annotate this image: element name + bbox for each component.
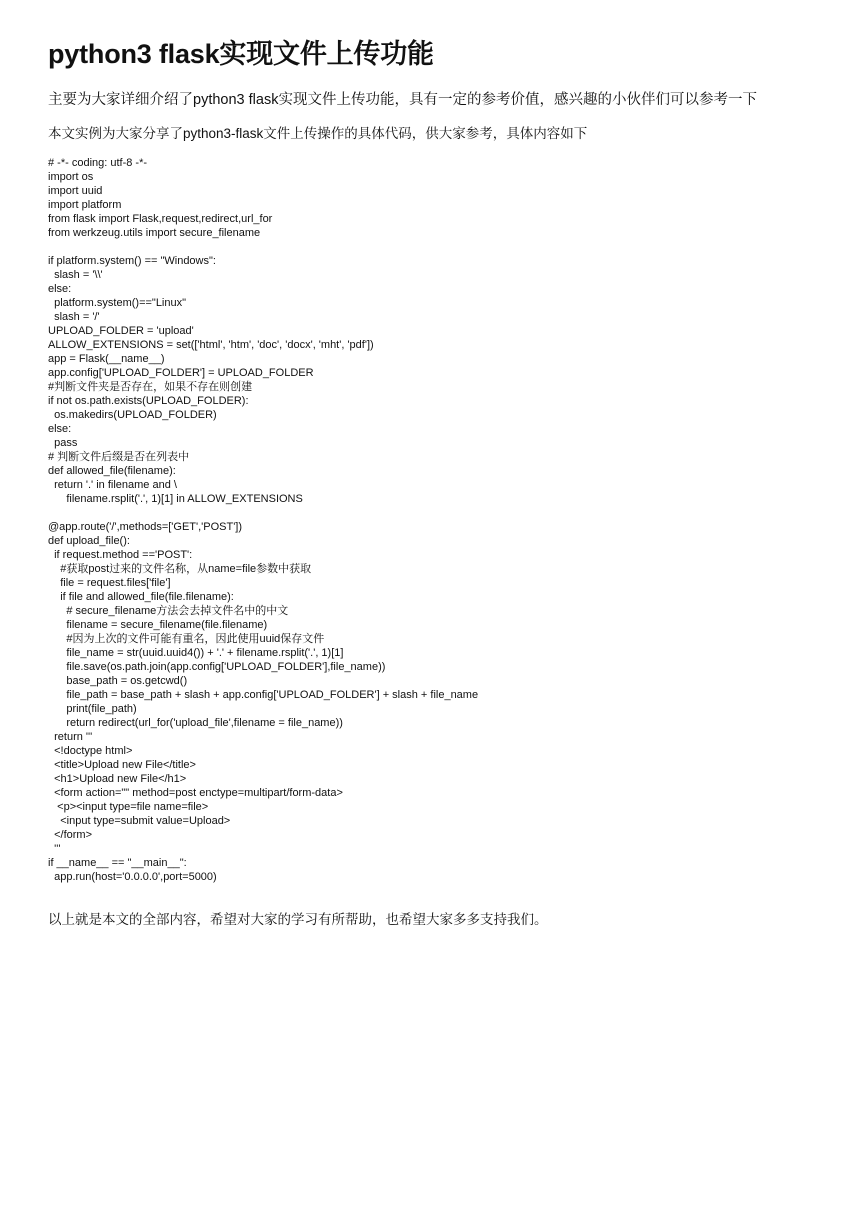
code-line: slash = '/' [48,311,100,323]
code-line: ALLOW_EXTENSIONS = set(['html', 'htm', 'doc', 'docx', 'mht', 'pdf']) [48,339,374,351]
code-line: # secure_filename方法会去掉文件名中的中文 [48,605,289,617]
code-line: from flask import Flask,request,redirect,url_for [48,213,273,225]
code-line: <p><input type=file name=file> [48,801,209,813]
code-line: file.save(os.path.join(app.config['UPLOAD_FOLDER'],file_name)) [48,661,386,673]
code-line: <form action="" method=post enctype=multipart/form-data> [48,787,343,799]
article-title: python3 flask实现文件上传功能 [48,39,434,69]
code-line: if file and allowed_file(file.filename): [48,591,234,603]
code-line: ''' [48,843,61,855]
code-line: return '.' in filename and \ [48,479,177,491]
code-line: return ''' [48,731,93,743]
code-line: base_path = os.getcwd() [48,675,188,687]
code-line: from werkzeug.utils import secure_filename [48,227,261,239]
code-line: </form> [48,829,93,841]
code-line: <title>Upload new File</title> [48,759,196,771]
code-line: #因为上次的文件可能有重名，因此使用uuid保存文件 [48,633,325,645]
article-summary: 主要为大家详细介绍了python3 flask实现文件上传功能，具有一定的参考价值，感兴趣的小伙伴们可以参考一下 [48,92,757,108]
code-line: return redirect(url_for('upload_file',filename = file_name)) [48,717,343,729]
code-line: if request.method =='POST': [48,549,193,561]
code-line: app = Flask(__name__) [48,353,165,365]
code-line: file_name = str(uuid.uuid4()) + '.' + filename.rsplit('.', 1)[1] [48,647,344,659]
code-line: pass [48,437,78,449]
code-line: #获取post过来的文件名称，从name=file参数中获取 [48,563,312,575]
code-line: else: [48,423,72,435]
code-line: def upload_file(): [48,535,130,547]
code-line: if platform.system() == "Windows": [48,255,216,267]
code-line: def allowed_file(filename): [48,465,176,477]
code-line: file = request.files['file'] [48,577,171,589]
code-line: <h1>Upload new File</h1> [48,773,187,785]
code-line: @app.route('/',methods=['GET','POST']) [48,521,243,533]
code-line: else: [48,283,72,295]
code-line: if __name__ == "__main__": [48,857,187,869]
code-line [48,506,478,520]
code-line: # 判断文件后缀是否在列表中 [48,451,190,463]
article-conclusion: 以上就是本文的全部内容，希望对大家的学习有所帮助，也希望大家多多支持我们。 [48,912,548,927]
code-line: file_path = base_path + slash + app.config['UPLOAD_FOLDER'] + slash + file_name [48,689,479,701]
code-line: <input type=submit value=Upload> [48,815,231,827]
code-line: #判断文件夹是否存在，如果不存在则创建 [48,381,253,393]
article-intro: 本文实例为大家分享了python3-flask文件上传操作的具体代码，供大家参考，具体内容如下 [48,126,588,141]
code-line: filename.rsplit('.', 1)[1] in ALLOW_EXTENSIONS [48,493,303,505]
code-line: <!doctype html> [48,745,133,757]
code-line: import os [48,171,94,183]
code-line: # -*- coding: utf-8 -*- [48,157,148,169]
code-line: platform.system()=="Linux" [48,297,187,309]
code-line: print(file_path) [48,703,137,715]
code-line: filename = secure_filename(file.filename) [48,619,268,631]
code-line: os.makedirs(UPLOAD_FOLDER) [48,409,217,421]
code-line: import platform [48,199,122,211]
code-line: app.config['UPLOAD_FOLDER'] = UPLOAD_FOLDER [48,367,314,379]
code-line [48,240,478,254]
code-line: slash = '\\' [48,269,103,281]
code-line: if not os.path.exists(UPLOAD_FOLDER): [48,395,249,407]
code-line: import uuid [48,185,103,197]
code-line: app.run(host='0.0.0.0',port=5000) [48,871,217,883]
code-line: UPLOAD_FOLDER = 'upload' [48,325,194,337]
code-block [48,156,478,884]
